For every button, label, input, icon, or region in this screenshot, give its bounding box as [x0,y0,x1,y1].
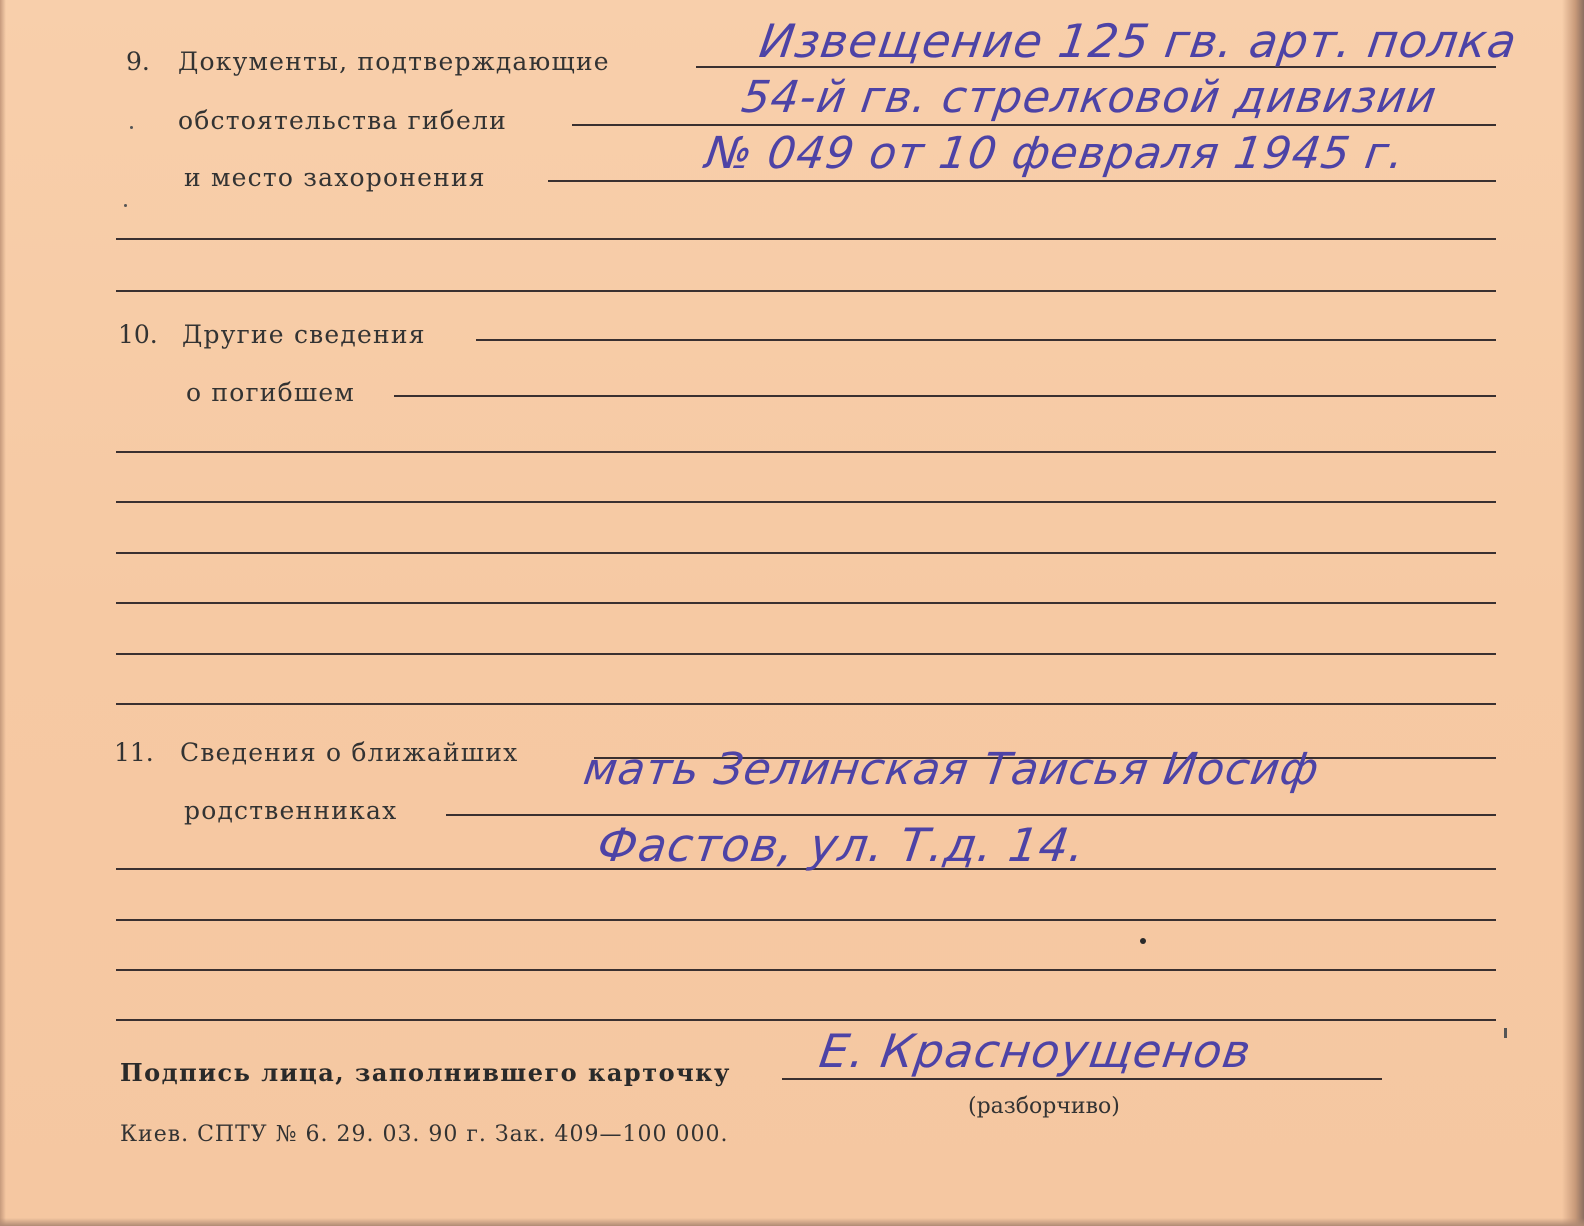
section10-label-line1: Другие сведения [182,320,426,349]
section11-handwritten-line1: мать Зелинская Таисья Иосиф [580,744,1323,795]
section9-rule-2 [572,124,1496,126]
section9-label-line3: и место захоронения [184,163,486,192]
section9-label-line2: обстоятельства гибели [178,106,507,135]
card-bottom-edge [0,1218,1584,1226]
card-left-edge [0,0,6,1226]
ink-dot [1140,938,1146,944]
section11-rule-6 [116,1019,1496,1021]
section10-rule-5 [116,552,1496,554]
section11-rule-5 [116,969,1496,971]
section9-rule-5 [116,290,1496,292]
speck-3 [1504,1028,1507,1038]
section10-rule-6 [116,602,1496,604]
print-imprint: Киев. СПТУ № 6. 29. 03. 90 г. Зак. 409—100 000. [120,1122,729,1147]
section11-rule-2 [446,814,1496,816]
section10-rule-2 [394,395,1496,397]
section11-label-line1: Сведения о ближайших [180,738,519,767]
section11-handwritten-line2: Фастов, ул. Т.д. 14. [594,818,1089,872]
section10-rule-7 [116,653,1496,655]
signature-note: (разборчиво) [968,1094,1120,1119]
section10-rule-3 [116,451,1496,453]
signature-label: Подпись лица, заполнившего карточку [120,1058,731,1087]
section9-handwritten-line3: № 049 от 10 февраля 1945 г. [702,128,1408,179]
section11-label-line2: родственниках [184,796,398,825]
section11-rule-4 [116,919,1496,921]
speck-1 [124,204,127,207]
section10-rule-8 [116,703,1496,705]
section10-rule-4 [116,501,1496,503]
section9-number: 9. [126,47,150,76]
section9-rule-3 [548,180,1496,182]
speck-2 [130,126,133,129]
signature-handwritten: Е. Красноущенов [816,1024,1255,1078]
section10-rule-1 [476,339,1496,341]
section9-handwritten-line2: 54-й гв. стрелковой дивизии [738,72,1441,123]
signature-rule [782,1078,1382,1080]
section10-number: 10. [118,320,158,349]
section11-number: 11. [114,738,154,767]
section9-handwritten-line1: Извещение 125 гв. арт. полка [756,14,1521,68]
card-right-edge [1562,0,1584,1226]
section9-label-line1: Документы, подтверждающие [178,47,610,76]
section10-label-line2: о погибшем [186,378,356,407]
section9-rule-4 [116,238,1496,240]
